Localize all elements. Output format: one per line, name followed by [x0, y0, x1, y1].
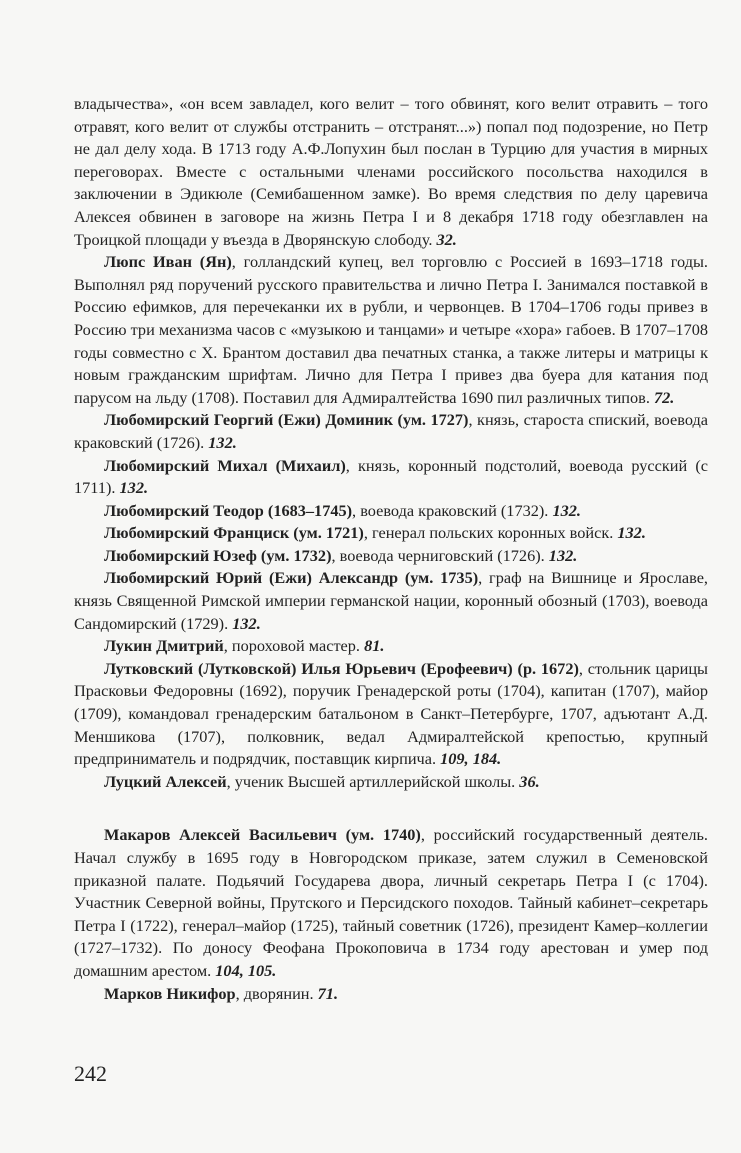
- entry-page-refs: 132.: [208, 432, 237, 452]
- entry-page-refs: 71.: [317, 983, 339, 1003]
- entry-page-refs: 132.: [548, 545, 578, 565]
- entry-text: , стольник царицы Прасковьи Федоровны (1692), поручик Гренадерской роты (1704), капитан (1707), майор (1709), командовал гренадерским батальоном в Санкт–Петербурге, 1707, адъютант А.Д. Меншикова (1707), полковник, ведал Адмиралтейской крепостью, крупный предприниматель и подрядчик, поставщик кирпича.: [74, 658, 708, 769]
- entry-page-refs: 132.: [119, 478, 149, 498]
- entry-page-refs: 104, 105.: [215, 960, 277, 980]
- entry-name: Любомирский Юрий (Ежи) Александр (ум. 1735): [104, 568, 479, 588]
- entry-page-refs: 132.: [617, 523, 646, 543]
- entry-lyubomirsky-frantsisk: [74, 522, 708, 545]
- entry-name: Лутковский (Лутковской) Илья Юрьевич (Ерофеевич) (р. 1672): [104, 658, 579, 678]
- entry-name: Луцкий Алексей: [104, 771, 227, 791]
- entry-makarov-aleksey: [74, 824, 708, 982]
- entry-name: Макаров Алексей Васильевич (ум. 1740): [104, 825, 421, 845]
- entry-text: , голландский купец, вел торговлю с Россией в 1693–1718 годы. Выполнял ряд поручений русского правительства и лично Петра I. Занимался поставкой в Россию ефимков, для перечеканки их в рубли, и червонцев. В 1704–1706 годы привез в Россию три механизма часов с «музыкою и танцами» и четыре «хора» габоев. В 1707–1708 годы совместно с Х. Брантом доставил два печатных станка, а также литеры и матрицы к новым гражданским шрифтам. Лично для Петра I привез два буера для катания под парусом на льду (1708). Поставил для Адмиралтейства 1690 пил различных типов.: [74, 252, 708, 407]
- entry-lyubomirsky-georgy: [74, 409, 708, 454]
- entry-page-refs: 132.: [232, 613, 261, 633]
- entry-lutsky-aleksey: [74, 771, 708, 794]
- entry-name: Любомирский Михал (Михаил): [104, 455, 346, 475]
- entry-text: , дворянин.: [235, 983, 314, 1003]
- entry-lyubomirsky-yuzef: [74, 545, 708, 568]
- entry-name: Любомирский Георгий (Ежи) Доминик (ум. 1727): [104, 410, 469, 430]
- page-number: 242: [74, 1061, 107, 1086]
- entry-text: , воевода краковский (1732).: [352, 500, 549, 520]
- entry-lopukhin-continuation: [74, 93, 708, 251]
- entry-text: , граф на Вишнице и Ярославе, князь Священной Римской империи германской нации, коронный обозный (1703), воевода Сандомирский (1729).: [74, 568, 708, 633]
- entry-page-refs: 109, 184.: [440, 749, 502, 769]
- entry-markov-nikifor: [74, 983, 708, 1006]
- entry-page-refs: 36.: [519, 771, 540, 791]
- entry-name: Марков Никифор: [104, 983, 236, 1003]
- entry-page-refs: 81.: [364, 636, 385, 656]
- entry-lukin-dmitry: [74, 635, 708, 658]
- page-text: [74, 93, 708, 1005]
- entry-text: , князь, староста спиский, воевода краковский (1726).: [74, 410, 709, 452]
- entry-page-refs: 32.: [436, 229, 457, 249]
- entry-name: Любомирский Юзеф (ум. 1732): [104, 545, 332, 565]
- entry-text: владычества», «он всем завладел, кого велит – того обвинят, кого велит отравить – того отравят, кого велит от службы отстранить – отстранят...») попал под подозрение, но Петр не дал делу хода. В 1713 году А.Ф.Лопухин был послан в Турцию для участия в мирных переговорах. Вместе с остальными членами российского посольства находился в заключении в Эдикюле (Семибашенном замке). Во время следствия по делу царевича Алексея обвинен в заговоре на жизнь Петра I и 8 декабря 1718 году обезглавлен на Троицкой площади у въезда в Дворянскую слободу.: [74, 94, 708, 249]
- entry-lyubomirsky-mikhal: [74, 455, 708, 500]
- entry-text: , российский государственный деятель. Начал службу в 1695 году в Новгородском приказе, затем служил в Семеновской приказной палате. Подьячий Государева двора, личный секретарь Петра I (с 1704). Участник Северной войны, Прутского и Персидского походов. Тайный кабинет–секретарь Петра I (1722), генерал–майор (1725), тайный советник (1726), президент Камер–коллегии (1727–1732). По доносу Феофана Прокоповича в 1734 году арестован и умер под домашним арестом.: [74, 825, 708, 980]
- entry-text: , генерал польских коронных войск.: [363, 523, 614, 543]
- entry-page-refs: 72.: [654, 387, 675, 407]
- entry-name: Люпс Иван (Ян): [104, 252, 232, 272]
- entry-name: Любомирский Франциск (ум. 1721): [104, 523, 364, 543]
- entry-text: , воевода черниговский (1726).: [331, 545, 545, 565]
- entry-lyups-ivan: [74, 251, 708, 409]
- entry-text: , пороховой мастер.: [223, 636, 360, 656]
- entry-text: , князь, коронный подстолий, воевода русский (с 1711).: [74, 455, 708, 498]
- entry-lyubomirsky-yury: [74, 567, 708, 635]
- entry-lyubomirsky-teodor: [74, 500, 708, 523]
- entry-text: , ученик Высшей артиллерийской школы.: [226, 771, 516, 791]
- entry-name: Лукин Дмитрий: [104, 636, 224, 656]
- entry-page-refs: 132.: [552, 500, 581, 520]
- entry-lutkovsky-ilya: [74, 658, 708, 771]
- entry-name: Любомирский Теодор (1683–1745): [104, 500, 353, 520]
